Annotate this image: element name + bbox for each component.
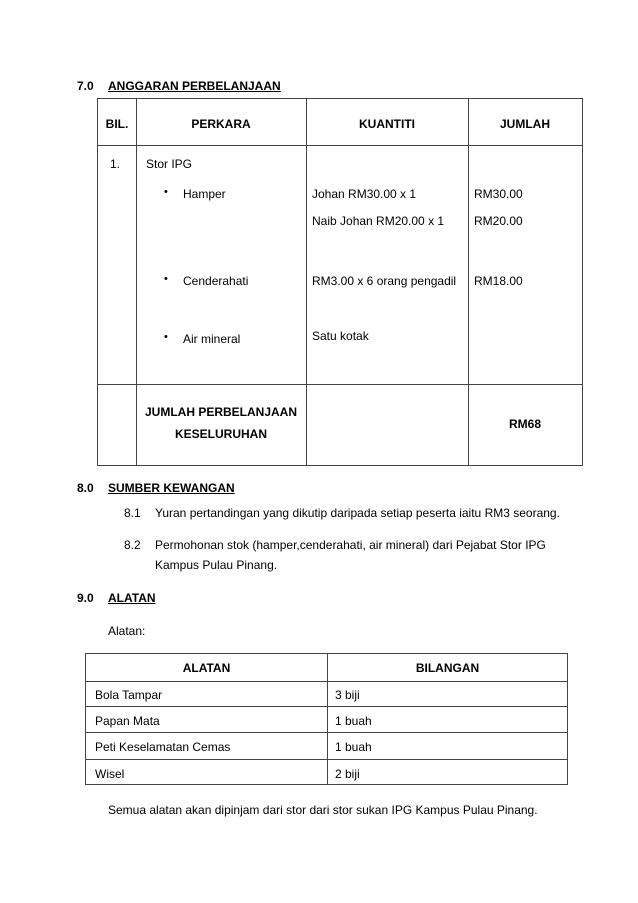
header-perkara: PERKARA	[191, 117, 251, 131]
section-8-title: SUMBER KEWANGAN	[108, 481, 235, 495]
section-9-title: ALATAN	[108, 591, 156, 605]
bullet-icon: •	[164, 186, 168, 198]
item-8-2-line2: Kampus Pulau Pinang.	[155, 558, 278, 572]
alatan-intro: Alatan:	[108, 624, 146, 638]
equipment-count: 1 buah	[335, 714, 372, 728]
equipment-name: Wisel	[95, 767, 125, 781]
row-number: 1.	[110, 157, 121, 171]
equipment-count: 2 biji	[335, 767, 360, 781]
equipment-footer-note: Semua alatan akan dipinjam dari stor dari stor sukan IPG Kampus Pulau Pinang.	[108, 803, 538, 817]
total-label-line1: JUMLAH PERBELANJAAN	[144, 405, 297, 419]
section-7-title: ANGGARAN PERBELANJAAN	[108, 79, 281, 93]
equipment-table	[85, 653, 568, 785]
item-amount-2: RM20.00	[474, 214, 523, 228]
budget-table	[97, 98, 583, 466]
header-kuantiti: KUANTITI	[359, 117, 415, 131]
header-bilangan: BILANGAN	[415, 661, 480, 675]
item-name: Air mineral	[183, 332, 241, 346]
equipment-name: Peti Keselamatan Cemas	[95, 740, 231, 754]
section-8-number: 8.0	[77, 481, 94, 495]
total-label-line2: KESELURUHAN	[174, 427, 267, 441]
header-jumlah: JUMLAH	[500, 117, 550, 131]
equipment-name: Bola Tampar	[95, 688, 163, 702]
item-quantity: Johan RM30.00 x 1	[312, 187, 417, 201]
header-bil: BIL.	[105, 117, 129, 131]
item-name: Hamper	[183, 187, 226, 201]
item-quantity-2: Naib Johan RM20.00 x 1	[312, 214, 445, 228]
bullet-icon: •	[164, 273, 168, 285]
section-9-number: 9.0	[77, 591, 94, 605]
header-alatan: ALATAN	[182, 661, 231, 675]
equipment-name: Papan Mata	[95, 714, 160, 728]
item-8-1-number: 8.1	[124, 506, 141, 520]
total-value: RM68	[508, 417, 541, 431]
item-amount: RM18.00	[474, 274, 523, 288]
item-8-2-line1: Permohonan stok (hamper,cenderahati, air mineral) dari Pejabat Stor IPG	[155, 538, 546, 552]
item-quantity: Satu kotak	[312, 329, 369, 343]
item-quantity: RM3.00 x 6 orang pengadil	[312, 274, 457, 288]
bullet-icon: •	[164, 331, 168, 343]
category-label: Stor IPG	[146, 157, 193, 171]
item-amount: RM30.00	[474, 187, 523, 201]
section-7-number: 7.0	[77, 79, 94, 93]
equipment-count: 3 biji	[335, 688, 360, 702]
item-name: Cenderahati	[183, 274, 249, 288]
item-8-1-text: Yuran pertandingan yang dikutip daripada setiap peserta iaitu RM3 seorang.	[155, 506, 560, 520]
equipment-count: 1 buah	[335, 740, 372, 754]
item-8-2-number: 8.2	[124, 538, 141, 552]
